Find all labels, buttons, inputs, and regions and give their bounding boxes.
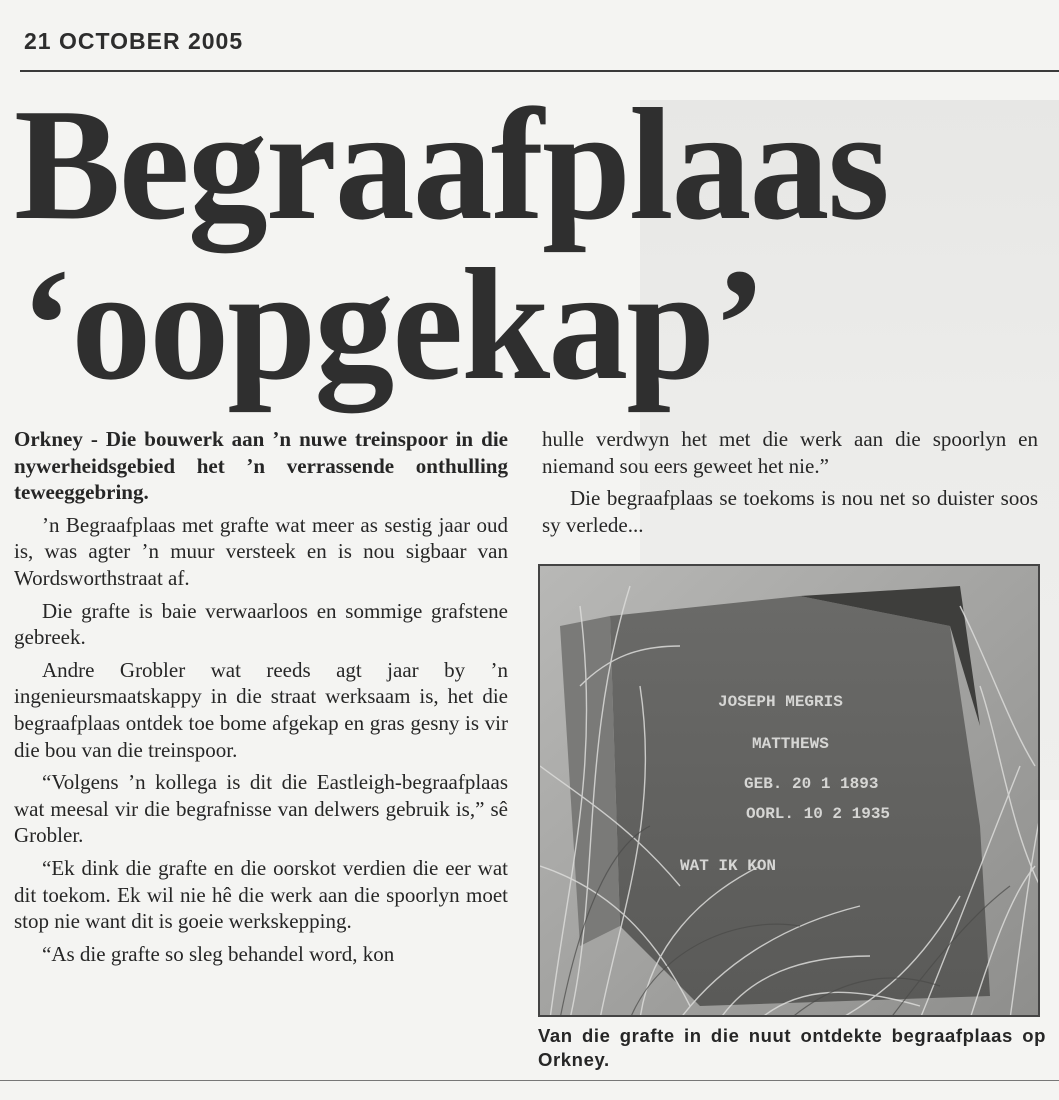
article-paragraph: “Volgens ’n kollega is dit die Eastleigh-begraafplaas wat meesal vir die begrafnisse van delwers gebruik is,” sê Grobler.: [14, 770, 508, 848]
headline: [14, 75, 1014, 413]
headstone-line-3: GEB. 20 1 1893: [744, 775, 879, 793]
headstone-line-5: WAT IK KON: [680, 857, 777, 875]
dateline: 21 OCTOBER 2005: [24, 28, 244, 54]
article-left-column: [14, 426, 508, 973]
gravestone-illustration: [540, 566, 1040, 1017]
photo-caption: Van die grafte in die nuut ontdekte begraafplaas op Orkney.: [538, 1025, 1046, 1070]
headstone-line-4: OORL. 10 2 1935: [746, 805, 891, 823]
article-right-column: [542, 426, 1038, 544]
article-paragraph: “As die grafte so sleg behandel word, kon: [42, 941, 395, 966]
headstone-line-2: MATTHEWS: [752, 735, 829, 753]
bottom-rule: [0, 1080, 1059, 1081]
article-lead: Orkney - Die bouwerk aan ’n nuwe treinspoor in die nywerheidsgebied het ’n verrassende onthulling teweeggebring.: [14, 427, 508, 505]
article-paragraph: “Ek dink die grafte en die oorskot verdien die eer wat dit toekom. Ek wil nie hê die werk aan die spoorlyn moet stop nie want dit is goeie werkskepping.: [14, 855, 508, 934]
article-paragraph: Die grafte is baie verwaarloos en sommige grafstene gebreek.: [14, 598, 508, 650]
article-continuation: hulle verdwyn het met die werk aan die spoorlyn en niemand sou eers geweet het nie.”: [542, 427, 1038, 478]
top-rule: [20, 70, 1059, 72]
article-paragraph: Andre Grobler wat reeds agt jaar by ’n ingenieursmaatskappy in die straat werksaam is, het die begraafplaas ontdek toe bome afgekap en gras gesny is vir die bou van die treinspoor.: [14, 657, 508, 762]
article-paragraph: Die begraafplaas se toekoms is nou net so duister soos sy verlede...: [542, 486, 1038, 537]
gravestone-photo: [538, 564, 1040, 1017]
headstone-line-1: JOSEPH MEGRIS: [718, 693, 843, 711]
article-paragraph: ’n Begraafplaas met grafte wat meer as sestig jaar oud is, was agter ’n muur versteek en is nou sigbaar van Wordsworthstraat af.: [14, 512, 508, 590]
headline-line-2: ‘oopgekap’: [20, 235, 765, 413]
headline-line-1: Begraafplaas: [14, 75, 888, 253]
